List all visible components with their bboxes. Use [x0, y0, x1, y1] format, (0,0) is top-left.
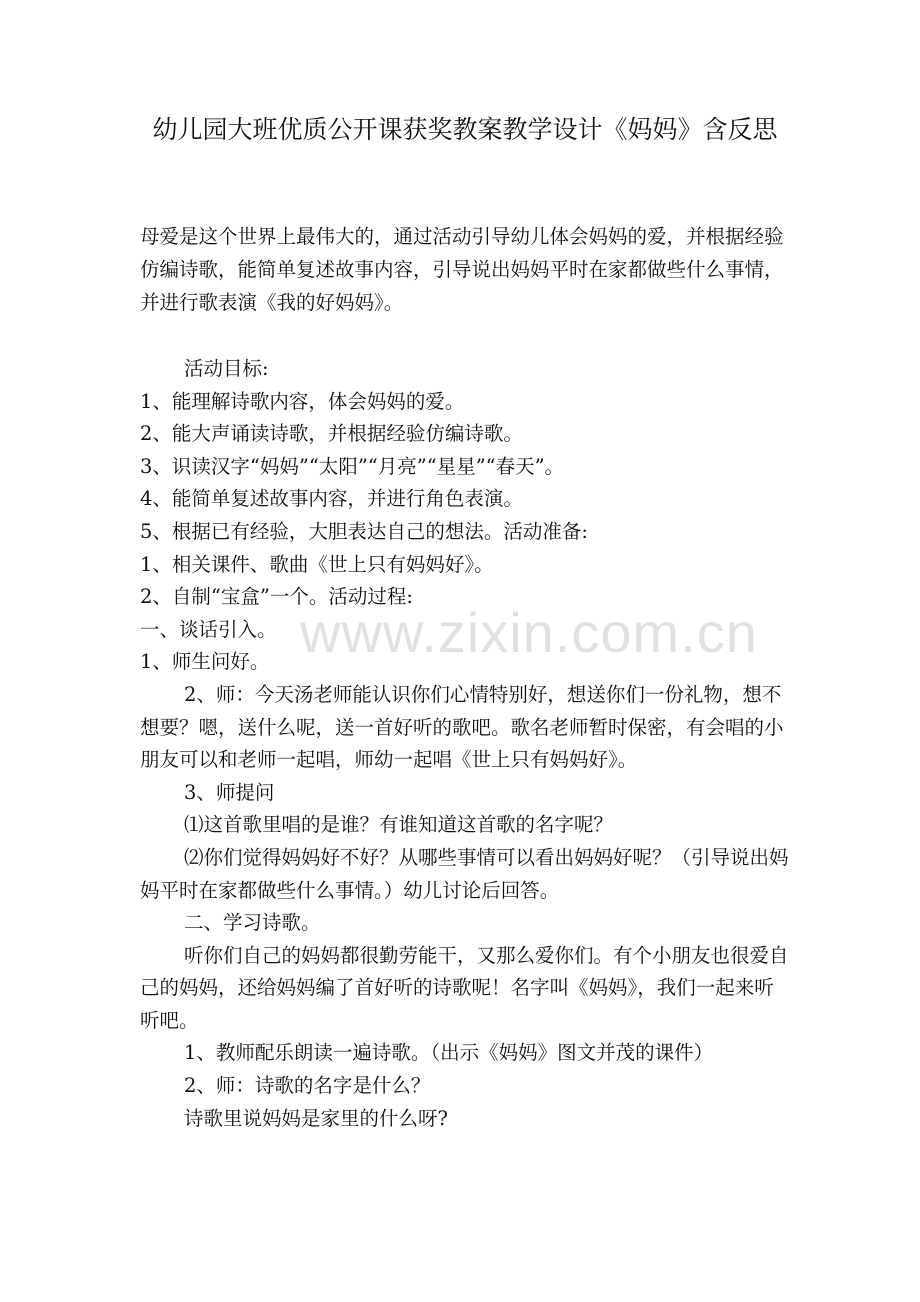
- objective-item-4: 4、能简单复述故事内容，并进行角色表演。: [140, 487, 523, 511]
- question-item-2: ⑵你们觉得妈妈好不好？从哪些事情可以看出妈妈好呢？（引导说出妈妈平时在家都做些什么事情。）幼儿讨论后回答。: [140, 845, 789, 902]
- objective-item-1: 1、能理解诗歌内容，体会妈妈的爱。: [140, 389, 465, 413]
- poem-intro-paragraph: 听你们自己的妈妈都很勤劳能干，又那么爱你们。有个小朋友也很爱自己的妈妈，还给妈妈编了首好听的诗歌呢！名字叫《妈妈》，我们一起来听听吧。: [140, 943, 789, 1032]
- process-heading-1: 一、谈话引入。: [140, 617, 277, 641]
- intro-section: [140, 220, 792, 319]
- process-step-questions: 3、师提问: [184, 780, 275, 804]
- process-step-song: 2、师：今天汤老师能认识你们心情特别好，想送你们一份礼物，想不想要？嗯，送什么呢，送一首好听的歌吧。歌名老师暂时保密，有会唱的小朋友可以和老师一起唱，师幼一起唱《世上只有妈妈好》。: [140, 682, 784, 772]
- process-heading-2: 二、学习诗歌。: [184, 911, 321, 935]
- intro-paragraph: 母爱是这个世界上最伟大的，通过活动引导幼儿体会妈妈的爱，并根据经验仿编诗歌，能简单复述故事内容，引导说出妈妈平时在家都做些什么事情，并进行歌表演《我的好妈妈》。: [140, 225, 784, 314]
- preparation-item-2: 2、自制“宝盒”一个。活动过程:: [140, 585, 413, 609]
- poem-step-2: 2、师：诗歌的名字是什么？: [184, 1074, 431, 1098]
- objective-item-2: 2、能大声诵读诗歌，并根据经验仿编诗歌。: [140, 422, 523, 446]
- poem-step-1: 1、教师配乐朗读一遍诗歌。（出示《妈妈》图文并茂的课件）: [184, 1041, 714, 1065]
- objective-item-3: 3、识读汉字“妈妈”“太阳”“月亮”“星星”“春天”。: [140, 454, 565, 478]
- poem-question: 诗歌里说妈妈是家里的什么呀?: [184, 1106, 448, 1130]
- process-step-greeting: 1、师生问好。: [140, 650, 270, 674]
- section-heading-objectives: 活动目标:: [184, 357, 269, 380]
- watermark: www.zixin.com.cn: [300, 601, 758, 664]
- content-section: [140, 353, 792, 1135]
- question-item-1: ⑴这首歌里唱的是谁？有谁知道这首歌的名字呢？: [184, 813, 614, 837]
- objective-item-5: 5、根据已有经验，大胆表达自己的想法。活动准备:: [140, 519, 588, 543]
- preparation-item-1: 1、相关课件、歌曲《世上只有妈妈好》。: [140, 552, 494, 576]
- document-title: 幼儿园大班优质公开课获奖教案教学设计《妈妈》含反思: [152, 115, 778, 144]
